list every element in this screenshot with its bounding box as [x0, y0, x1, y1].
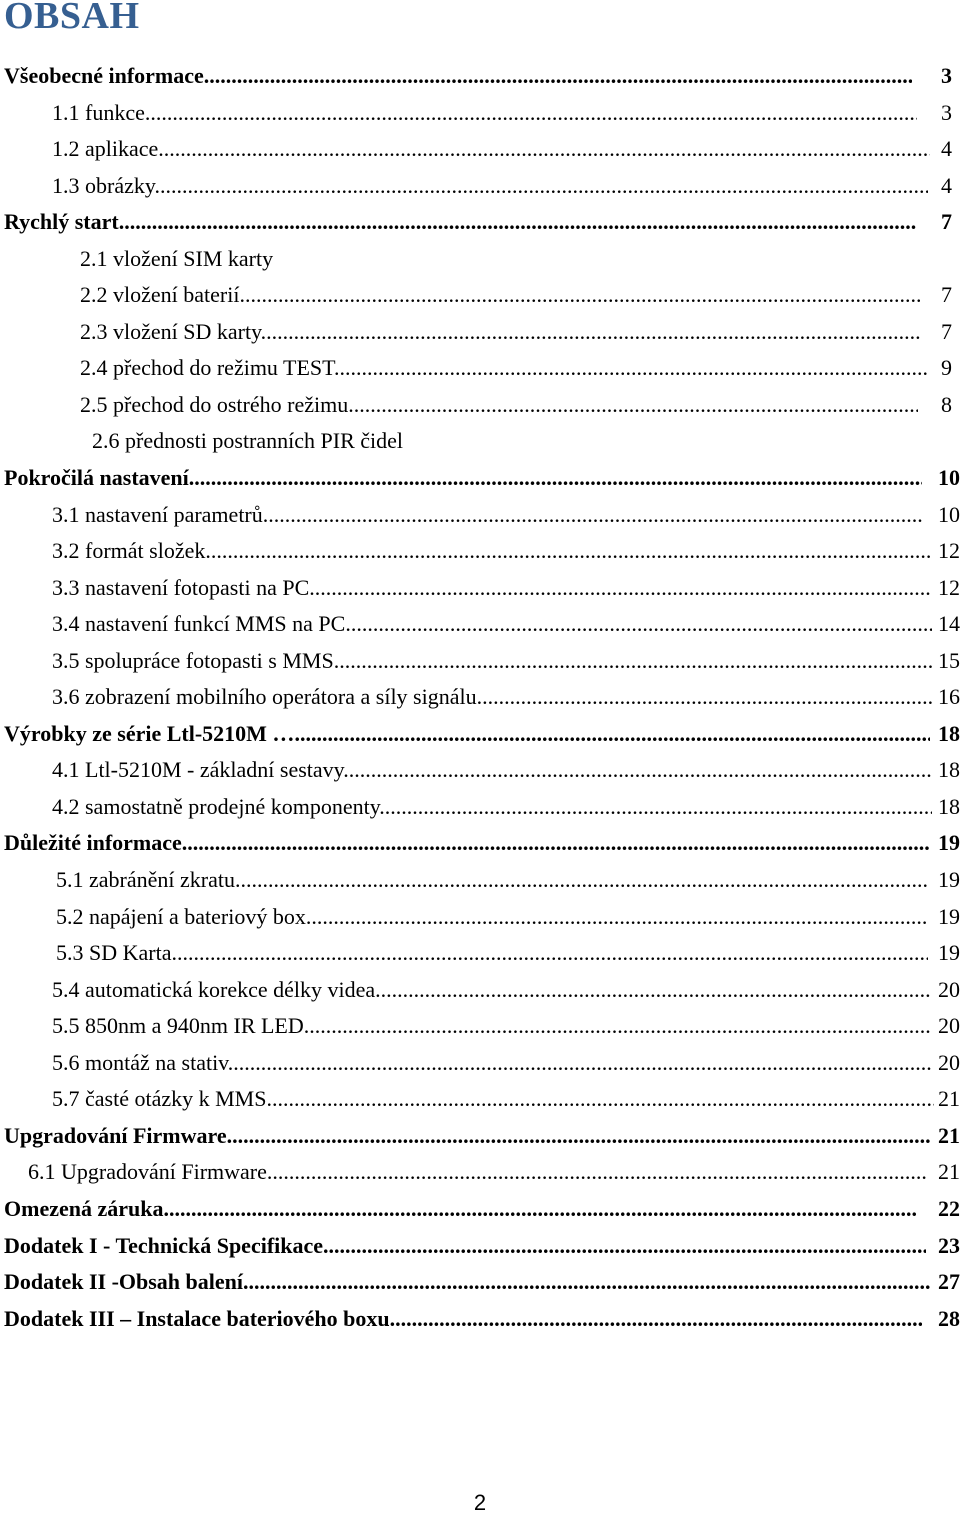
toc-entry-page: 19 [938, 903, 960, 929]
toc-entry-page: 23 [938, 1232, 960, 1258]
toc-entry-page: 22 [938, 1195, 960, 1221]
toc-chapter-entry[interactable] [0, 1191, 960, 1228]
toc-entry-title: Rychlý start ..... [4, 204, 916, 241]
toc-entry-page: 4 [941, 172, 952, 198]
toc-entry-title: Omezená záruka ..... [4, 1191, 916, 1228]
toc-section-entry[interactable] [0, 131, 960, 168]
toc-entry-page: 9 [941, 355, 952, 381]
toc-entry-page: 20 [938, 1013, 960, 1039]
toc-entry-title: 6.1 Upgradování Firmware ..... [28, 1154, 928, 1191]
toc-entry-page: 20 [938, 976, 960, 1002]
toc-entry-page: 18 [938, 757, 960, 783]
toc-entry-page: 4 [941, 136, 952, 162]
toc-section-entry[interactable] [0, 570, 960, 607]
toc-section-entry[interactable] [0, 679, 960, 716]
toc-entry-page: 7 [941, 282, 952, 308]
toc-chapter-entry[interactable] [0, 825, 960, 862]
toc-entry-title: Důležité informace ..... [4, 825, 930, 862]
toc-entry-title: 3.3 nastavení fotopasti na PC ..... [52, 570, 932, 607]
toc-entry-title: 5.3 SD Karta ..... [56, 935, 928, 972]
toc-entry-page: 10 [938, 465, 960, 491]
toc-entry-title: 2.4 přechod do režimu TEST ..... [80, 350, 928, 387]
toc-section-entry[interactable] [0, 643, 960, 680]
toc-entry-page: 3 [941, 63, 952, 88]
toc-entry-page: 18 [938, 793, 960, 819]
toc-entry-title: 3.5 spolupráce fotopasti s MMS ..... [52, 643, 932, 680]
toc-entry-title: 5.1 zabránění zkratu ..... [56, 862, 928, 899]
toc-entry-title: 5.6 montáž na stativ ..... [52, 1045, 932, 1082]
toc-section-entry[interactable] [0, 497, 960, 534]
toc-entry-title: 3.4 nastavení funkcí MMS na PC ..... [52, 606, 932, 643]
toc-section-entry[interactable] [0, 789, 960, 826]
toc-entry-page: 3 [941, 99, 952, 125]
toc-section-entry[interactable] [0, 314, 960, 351]
toc-entry-page: 7 [941, 209, 952, 235]
toc-entry-title: 3.2 formát složek ..... [52, 533, 932, 570]
toc-entry-title: 2.1 vložení SIM karty [80, 245, 274, 271]
toc-section-entry[interactable] [0, 1154, 960, 1191]
toc-section-entry[interactable] [0, 1081, 960, 1118]
toc-chapter-entry[interactable] [0, 716, 960, 753]
toc-chapter-entry[interactable] [0, 1264, 960, 1301]
toc-entry-page: 14 [938, 611, 960, 637]
toc-entry-title: 2.6 přednosti postranních PIR čidel [92, 428, 404, 454]
toc-chapter-entry[interactable] [0, 1301, 960, 1338]
toc-chapter-entry[interactable] [0, 204, 960, 241]
toc-entry-title: Všeobecné informace ..... [4, 58, 912, 95]
toc-chapter-entry[interactable] [0, 1118, 960, 1155]
toc-entry-title: Dodatek II -Obsah balení ..... [4, 1264, 930, 1301]
toc-chapter-entry[interactable] [0, 58, 960, 95]
toc-entry-title: 5.2 napájení a bateriový box ..... [56, 899, 928, 936]
toc-entry-page: 21 [938, 1122, 960, 1148]
toc-section-entry[interactable] [0, 1008, 960, 1045]
toc-entry-title: 1.3 obrázky ..... [52, 168, 928, 205]
toc-entry-page: 8 [941, 391, 952, 417]
toc-entry-title: Dodatek III – Instalace bateriového boxu ..... [4, 1301, 922, 1338]
toc-entry-title: 1.1 funkce ..... [52, 95, 917, 132]
toc-entry-page: 12 [938, 538, 960, 564]
toc-entry-title: 2.3 vložení SD karty ..... [80, 314, 920, 351]
toc-section-entry[interactable] [0, 277, 960, 314]
toc-section-entry[interactable] [0, 95, 960, 132]
toc-entry-page: 21 [938, 1159, 960, 1185]
toc-entry-title: 3.6 zobrazení mobilního operátora a síly signálu ..... [52, 679, 932, 716]
toc-section-entry[interactable] [0, 935, 960, 972]
toc-section-entry[interactable] [0, 1045, 960, 1082]
toc-section-entry[interactable] [0, 423, 960, 460]
toc-entry-page: 28 [938, 1305, 960, 1331]
toc-entry-title: 5.5 850nm a 940nm IR LED ..... [52, 1008, 932, 1045]
toc-entry-title: Upgradování Firmware ..... [4, 1118, 930, 1155]
toc-entry-title: 1.2 aplikace ..... [52, 131, 930, 168]
toc-entry-page: 7 [941, 318, 952, 344]
toc-section-entry[interactable] [0, 387, 960, 424]
toc-chapter-entry[interactable] [0, 1228, 960, 1265]
toc-entry-page: 18 [938, 720, 960, 746]
toc-entry-page: 19 [938, 830, 960, 856]
toc-entry-title: 3.1 nastavení parametrů ..... [52, 497, 924, 534]
toc-section-entry[interactable] [0, 168, 960, 205]
toc-entry-title: 4.1 Ltl-5210M - základní sestavy ..... [52, 752, 932, 789]
toc-heading: OBSAH [4, 0, 140, 37]
toc-entry-page: 20 [938, 1049, 960, 1075]
toc-entry-title: Výrobky ze série Ltl-5210M … ..... [4, 716, 930, 753]
toc-entry-title: 2.5 přechod do ostrého režimu ..... [80, 387, 918, 424]
toc-section-entry[interactable] [0, 972, 960, 1009]
toc-entry-page: 10 [938, 501, 960, 527]
toc-chapter-entry[interactable] [0, 460, 960, 497]
toc-entry-page: 21 [938, 1086, 960, 1112]
toc-entry-title: 2.2 vložení baterií ..... [80, 277, 920, 314]
toc-entry-title: Pokročilá nastavení ..... [4, 460, 922, 497]
toc-entry-page: 19 [938, 940, 960, 966]
toc-section-entry[interactable] [0, 533, 960, 570]
toc-section-entry[interactable] [0, 241, 960, 278]
toc-entry-page: 12 [938, 574, 960, 600]
toc-section-entry[interactable] [0, 862, 960, 899]
toc-entry-page: 15 [938, 647, 960, 673]
toc-section-entry[interactable] [0, 899, 960, 936]
toc-entry-page: 16 [938, 684, 960, 710]
table-of-contents [0, 58, 960, 1337]
toc-entry-title: 5.7 časté otázky k MMS ..... [52, 1081, 934, 1118]
page-number: 2 [473, 1490, 487, 1515]
toc-entry-page: 19 [938, 867, 960, 893]
toc-entry-title: 5.4 automatická korekce délky videa ..... [52, 972, 932, 1009]
toc-entry-title: Dodatek I - Technická Specifikace ..... [4, 1228, 926, 1265]
toc-entry-title: 4.2 samostatně prodejné komponenty ..... [52, 789, 932, 826]
toc-entry-page: 27 [938, 1269, 960, 1295]
toc-section-entry[interactable] [0, 606, 960, 643]
toc-section-entry[interactable] [0, 350, 960, 387]
toc-section-entry[interactable] [0, 752, 960, 789]
